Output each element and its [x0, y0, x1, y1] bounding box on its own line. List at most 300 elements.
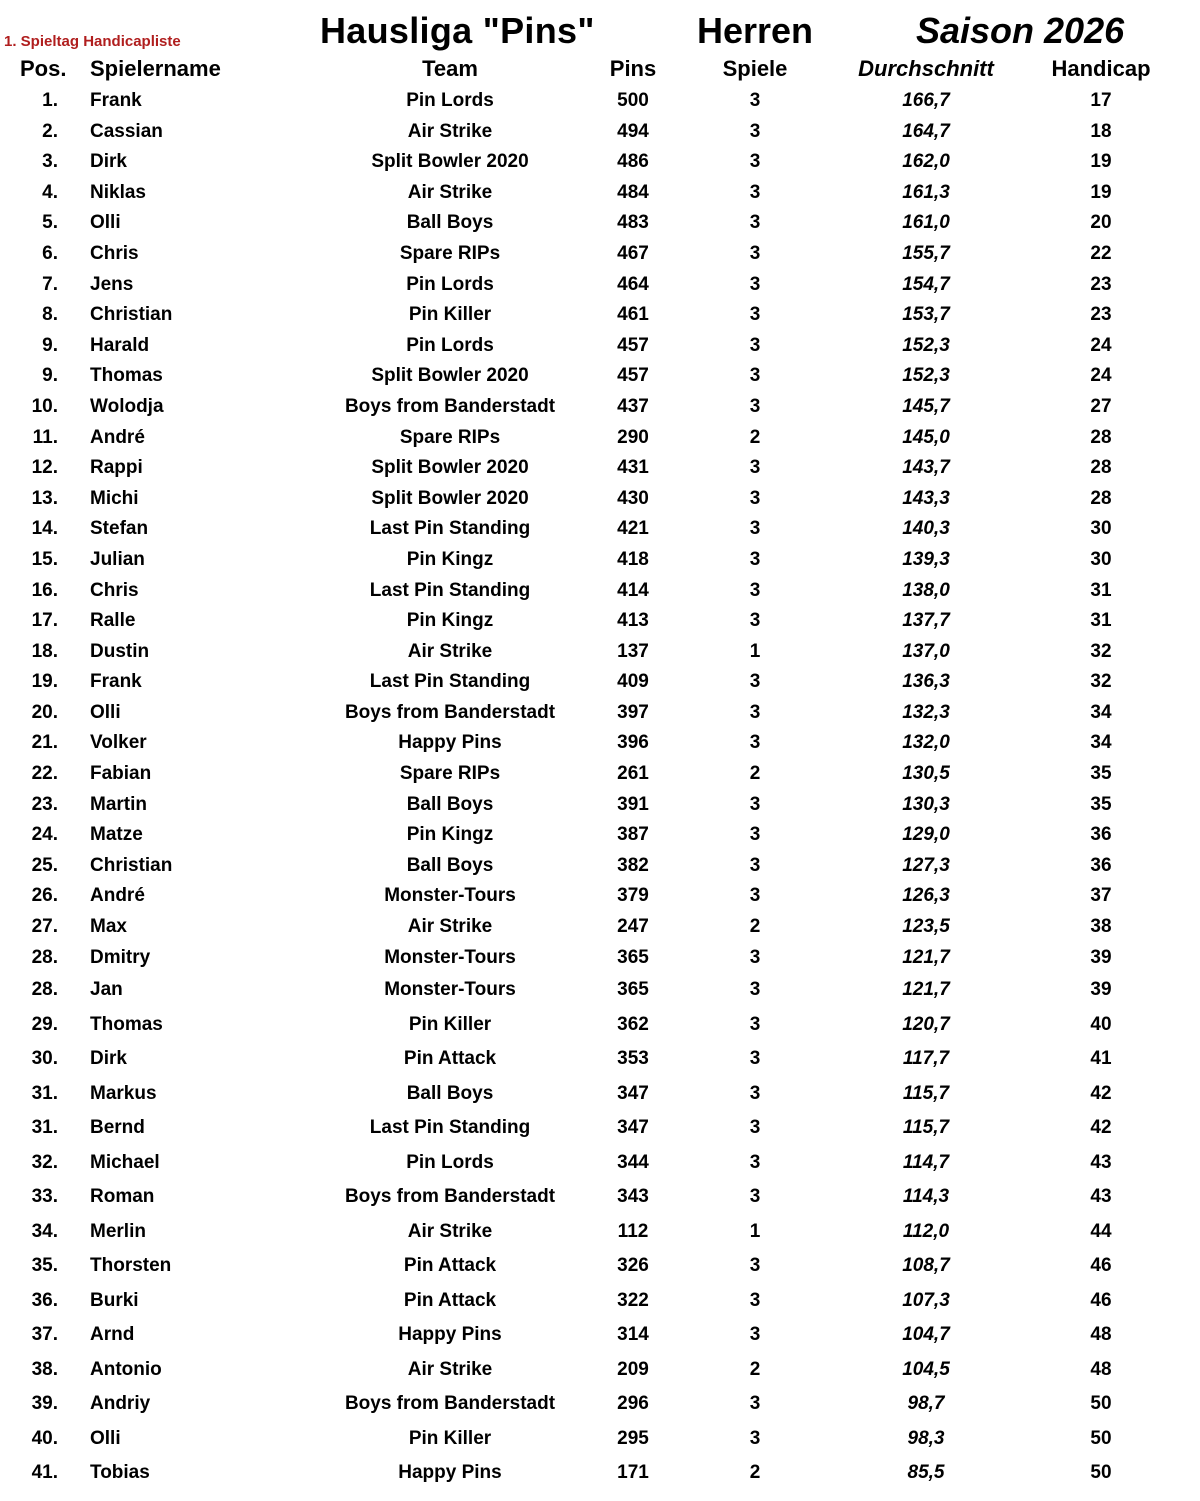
column-header-average: Durchschnitt: [858, 56, 994, 81]
row-player-name: Roman: [90, 1186, 155, 1208]
row-position: 28.: [31, 946, 58, 968]
row-team: Boys from Banderstadt: [344, 701, 556, 723]
row-average: 127,3: [902, 854, 950, 876]
row-pins: 457: [617, 334, 649, 356]
row-pins: 409: [617, 671, 649, 693]
row-team: Ball Boys: [406, 212, 494, 234]
row-games: 3: [749, 1289, 761, 1311]
row-pins: 486: [617, 151, 649, 173]
row-pins: 397: [617, 701, 649, 723]
row-games: 3: [749, 579, 761, 601]
row-player-name: André: [90, 885, 145, 907]
row-games: 3: [749, 979, 761, 1001]
table-row: [0, 728, 1200, 759]
row-pins: 483: [617, 212, 649, 234]
row-position: 22.: [31, 763, 58, 785]
row-position: 18.: [31, 640, 58, 662]
row-pins: 171: [617, 1462, 649, 1484]
row-games: 2: [749, 426, 761, 448]
row-team: Pin Lords: [406, 1151, 494, 1173]
row-average: 130,5: [902, 763, 950, 785]
row-pins: 414: [617, 579, 649, 601]
table-row: [0, 1456, 1200, 1491]
row-pins: 500: [617, 90, 649, 111]
row-pins: 261: [617, 763, 649, 785]
row-handicap: 18: [1090, 120, 1112, 142]
row-position: 4.: [42, 181, 58, 203]
table-row: [0, 1215, 1200, 1250]
row-handicap: 20: [1090, 212, 1112, 234]
row-team: Split Bowler 2020: [371, 151, 529, 173]
row-handicap: 35: [1090, 793, 1112, 815]
row-average: 166,7: [902, 90, 950, 111]
row-position: 2.: [42, 120, 58, 142]
row-average: 132,3: [902, 701, 950, 723]
row-player-name: Jens: [90, 273, 134, 295]
row-team: Pin Lords: [406, 334, 494, 356]
row-handicap: 19: [1090, 181, 1112, 203]
table-row: [0, 912, 1200, 943]
row-team: Spare RIPs: [399, 426, 501, 448]
row-average: 98,7: [907, 1393, 945, 1415]
row-pins: 247: [617, 916, 649, 938]
row-games: 3: [749, 1151, 761, 1173]
table-row: [0, 1318, 1200, 1353]
row-average: 161,0: [902, 212, 950, 234]
row-player-name: Julian: [90, 548, 145, 570]
row-player-name: Stefan: [90, 518, 149, 540]
row-average: 108,7: [902, 1255, 950, 1277]
row-games: 3: [749, 610, 761, 632]
row-games: 3: [749, 701, 761, 723]
table-row: [0, 1111, 1200, 1146]
row-player-name: Michi: [90, 487, 139, 509]
row-pins: 137: [617, 640, 649, 662]
column-header-games: Spiele: [722, 56, 788, 81]
row-handicap: 28: [1090, 426, 1112, 448]
table-row: [0, 881, 1200, 912]
row-handicap: 23: [1090, 273, 1112, 295]
row-player-name: Thomas: [90, 365, 163, 387]
row-pins: 494: [617, 120, 649, 142]
row-position: 9.: [42, 334, 58, 356]
row-player-name: Rappi: [90, 457, 143, 479]
row-position: 40.: [31, 1427, 58, 1449]
row-pins: 347: [617, 1082, 649, 1104]
row-player-name: Fabian: [90, 763, 152, 785]
table-row: [0, 1180, 1200, 1215]
row-average: 104,7: [902, 1324, 950, 1346]
table-row: [0, 851, 1200, 882]
row-handicap: 27: [1090, 395, 1112, 417]
row-position: 26.: [31, 885, 58, 907]
row-games: 3: [749, 120, 761, 142]
row-team: Last Pin Standing: [369, 518, 531, 540]
row-pins: 461: [617, 304, 649, 326]
row-handicap: 30: [1090, 518, 1112, 540]
row-handicap: 31: [1090, 579, 1112, 601]
row-games: 3: [749, 885, 761, 907]
row-position: 21.: [31, 732, 58, 754]
row-pins: 326: [617, 1255, 649, 1277]
row-average: 117,7: [902, 1048, 950, 1070]
row-pins: 418: [617, 548, 649, 570]
row-pins: 467: [617, 242, 649, 264]
row-games: 3: [749, 793, 761, 815]
row-handicap: 17: [1090, 90, 1112, 111]
row-handicap: 42: [1090, 1082, 1112, 1104]
row-team: Air Strike: [407, 640, 493, 662]
row-games: 3: [749, 334, 761, 356]
row-pins: 396: [617, 732, 649, 754]
row-pins: 322: [617, 1289, 649, 1311]
row-games: 2: [749, 916, 761, 938]
row-games: 3: [749, 1393, 761, 1415]
row-pins: 464: [617, 273, 649, 295]
row-team: Last Pin Standing: [369, 579, 531, 601]
row-player-name: Matze: [90, 824, 143, 846]
season-title: Saison 2026: [916, 10, 1125, 51]
row-games: 3: [749, 824, 761, 846]
table-row: [0, 667, 1200, 698]
row-team: Air Strike: [407, 1358, 493, 1380]
row-team: Split Bowler 2020: [371, 365, 529, 387]
row-player-name: Frank: [90, 90, 142, 111]
row-pins: 387: [617, 824, 649, 846]
row-player-name: Wolodja: [90, 395, 164, 417]
row-team: Pin Lords: [406, 90, 494, 111]
row-games: 3: [749, 395, 761, 417]
row-position: 8.: [42, 304, 58, 326]
row-pins: 430: [617, 487, 649, 509]
row-position: 6.: [42, 242, 58, 264]
subtitle: 1. Spieltag Handicapliste: [4, 33, 181, 50]
row-pins: 365: [617, 946, 649, 968]
row-handicap: 43: [1090, 1151, 1112, 1173]
table-row: [0, 514, 1200, 545]
table-row: [0, 606, 1200, 637]
row-pins: 296: [617, 1393, 649, 1415]
row-average: 137,0: [902, 640, 950, 662]
row-games: 3: [749, 854, 761, 876]
row-handicap: 41: [1090, 1048, 1112, 1070]
row-team: Spare RIPs: [399, 763, 501, 785]
row-average: 104,5: [902, 1358, 950, 1380]
row-player-name: Chris: [90, 579, 139, 601]
row-average: 143,3: [902, 487, 950, 509]
row-pins: 437: [617, 395, 649, 417]
row-team: Air Strike: [407, 120, 493, 142]
row-average: 123,5: [902, 916, 950, 938]
row-player-name: Andriy: [90, 1393, 151, 1415]
table-row: [0, 1249, 1200, 1284]
row-position: 10.: [31, 395, 58, 417]
row-team: Happy Pins: [398, 732, 502, 754]
row-average: 152,3: [902, 334, 950, 356]
row-player-name: Arnd: [90, 1324, 135, 1346]
row-player-name: Olli: [90, 701, 121, 723]
row-games: 3: [749, 1048, 761, 1070]
row-handicap: 24: [1090, 365, 1112, 387]
row-player-name: Dirk: [90, 151, 127, 173]
row-handicap: 32: [1090, 671, 1112, 693]
row-player-name: Niklas: [90, 181, 146, 203]
row-team: Monster-Tours: [384, 885, 516, 907]
row-position: 12.: [31, 457, 58, 479]
row-games: 3: [749, 151, 761, 173]
row-pins: 347: [617, 1117, 649, 1139]
table-row: [0, 973, 1200, 1008]
row-player-name: André: [90, 426, 145, 448]
row-games: 2: [749, 1358, 761, 1380]
column-header-team: Team: [422, 56, 478, 81]
row-handicap: 36: [1090, 824, 1112, 846]
row-player-name: Burki: [90, 1289, 139, 1311]
row-average: 137,7: [902, 610, 950, 632]
row-average: 155,7: [902, 242, 950, 264]
row-average: 130,3: [902, 793, 950, 815]
row-handicap: 43: [1090, 1186, 1112, 1208]
row-handicap: 24: [1090, 334, 1112, 356]
row-position: 32.: [31, 1151, 58, 1173]
row-handicap: 48: [1090, 1324, 1112, 1346]
row-average: 132,0: [902, 732, 950, 754]
row-handicap: 22: [1090, 242, 1112, 264]
column-header-pins: Pins: [609, 56, 657, 81]
row-player-name: Volker: [90, 732, 147, 754]
row-games: 3: [749, 181, 761, 203]
table-row: [0, 300, 1200, 331]
row-position: 16.: [31, 579, 58, 601]
row-team: Split Bowler 2020: [371, 457, 529, 479]
row-average: 145,0: [902, 426, 950, 448]
row-team: Monster-Tours: [384, 946, 516, 968]
row-handicap: 40: [1090, 1013, 1112, 1035]
row-games: 3: [749, 946, 761, 968]
row-handicap: 36: [1090, 854, 1112, 876]
row-average: 107,3: [902, 1289, 950, 1311]
table-row: [0, 790, 1200, 821]
row-pins: 209: [617, 1358, 649, 1380]
row-player-name: Tobias: [90, 1462, 150, 1484]
table-row: [0, 759, 1200, 790]
row-games: 3: [749, 1255, 761, 1277]
table-row: [0, 1077, 1200, 1112]
table-row: [0, 484, 1200, 515]
row-games: 3: [749, 365, 761, 387]
row-team: Pin Attack: [403, 1048, 497, 1070]
row-average: 136,3: [902, 671, 950, 693]
row-team: Air Strike: [407, 181, 493, 203]
row-games: 3: [749, 457, 761, 479]
row-position: 23.: [31, 793, 58, 815]
row-team: Pin Kingz: [406, 548, 494, 570]
row-average: 115,7: [902, 1082, 950, 1104]
row-handicap: 46: [1090, 1255, 1112, 1277]
table-row: [0, 239, 1200, 270]
row-player-name: Thorsten: [90, 1255, 172, 1277]
row-games: 3: [749, 273, 761, 295]
column-header-handicap: Handicap: [1051, 56, 1151, 81]
row-position: 24.: [31, 824, 58, 846]
row-team: Happy Pins: [398, 1462, 502, 1484]
row-games: 3: [749, 671, 761, 693]
row-position: 13.: [31, 487, 58, 509]
row-team: Pin Lords: [406, 273, 494, 295]
row-handicap: 28: [1090, 487, 1112, 509]
table-row: [0, 331, 1200, 362]
row-pins: 484: [617, 181, 649, 203]
row-position: 9.: [42, 365, 58, 387]
row-position: 31.: [31, 1117, 58, 1139]
row-player-name: Cassian: [90, 120, 163, 142]
row-average: 140,3: [902, 518, 950, 540]
row-player-name: Thomas: [90, 1013, 163, 1035]
row-team: Pin Kingz: [406, 610, 494, 632]
row-games: 3: [749, 487, 761, 509]
row-games: 3: [749, 1082, 761, 1104]
row-average: 161,3: [902, 181, 950, 203]
row-average: 143,7: [902, 457, 950, 479]
row-average: 85,5: [907, 1462, 945, 1484]
row-position: 28.: [31, 979, 58, 1001]
row-player-name: Max: [90, 916, 127, 938]
table-row: [0, 270, 1200, 301]
table-row: [0, 698, 1200, 729]
table-row: [0, 361, 1200, 392]
row-position: 11.: [32, 426, 58, 448]
row-player-name: Merlin: [90, 1220, 146, 1242]
row-player-name: Jan: [90, 979, 123, 1001]
row-pins: 343: [617, 1186, 649, 1208]
row-average: 120,7: [902, 1013, 950, 1035]
table-row: [0, 453, 1200, 484]
table-row: [0, 423, 1200, 454]
row-games: 3: [749, 304, 761, 326]
row-team: Pin Killer: [408, 1427, 492, 1449]
row-average: 162,0: [902, 151, 950, 173]
row-average: 114,7: [902, 1151, 950, 1173]
table-row: [0, 208, 1200, 239]
row-player-name: Markus: [90, 1082, 157, 1104]
row-team: Pin Killer: [408, 304, 492, 326]
table-row: [0, 117, 1200, 148]
row-team: Monster-Tours: [384, 979, 516, 1001]
row-player-name: Christian: [90, 854, 173, 876]
row-team: Ball Boys: [406, 793, 494, 815]
row-pins: 344: [617, 1151, 649, 1173]
row-position: 34.: [31, 1220, 58, 1242]
table-row: [0, 637, 1200, 668]
row-team: Happy Pins: [398, 1324, 502, 1346]
row-position: 41.: [31, 1462, 58, 1484]
row-position: 1.: [42, 90, 58, 111]
row-average: 129,0: [902, 824, 950, 846]
row-team: Pin Attack: [403, 1255, 497, 1277]
row-player-name: Dmitry: [90, 946, 151, 968]
row-team: Air Strike: [407, 1220, 493, 1242]
row-average: 112,0: [902, 1220, 950, 1242]
row-team: Boys from Banderstadt: [344, 1393, 556, 1415]
row-pins: 379: [617, 885, 649, 907]
row-team: Boys from Banderstadt: [344, 1186, 556, 1208]
row-handicap: 19: [1090, 151, 1112, 173]
row-average: 126,3: [902, 885, 950, 907]
row-team: Ball Boys: [406, 1082, 494, 1104]
row-games: 2: [749, 763, 761, 785]
row-player-name: Olli: [90, 1427, 121, 1449]
row-handicap: 35: [1090, 763, 1112, 785]
row-average: 121,7: [902, 979, 950, 1001]
row-games: 1: [749, 1220, 761, 1242]
row-team: Boys from Banderstadt: [344, 395, 556, 417]
row-position: 20.: [31, 701, 58, 723]
row-games: 3: [749, 1186, 761, 1208]
row-player-name: Martin: [90, 793, 147, 815]
table-row: [0, 943, 1200, 974]
row-pins: 295: [617, 1427, 649, 1449]
row-handicap: 38: [1090, 916, 1112, 938]
row-player-name: Michael: [90, 1151, 160, 1173]
row-position: 35.: [31, 1255, 58, 1277]
row-average: 152,3: [902, 365, 950, 387]
row-games: 3: [749, 518, 761, 540]
row-team: Pin Killer: [408, 1013, 492, 1035]
row-average: 164,7: [902, 120, 950, 142]
column-header-name: Spielername: [90, 56, 221, 81]
row-position: 30.: [31, 1048, 58, 1070]
row-handicap: 28: [1090, 457, 1112, 479]
row-position: 3.: [42, 151, 58, 173]
row-handicap: 31: [1090, 610, 1112, 632]
row-handicap: 50: [1090, 1462, 1112, 1484]
row-position: 15.: [31, 548, 58, 570]
row-games: 3: [749, 732, 761, 754]
row-player-name: Dustin: [90, 640, 150, 662]
row-pins: 391: [617, 793, 649, 815]
row-handicap: 44: [1090, 1220, 1112, 1242]
table-row: [0, 178, 1200, 209]
row-handicap: 39: [1090, 946, 1112, 968]
row-handicap: 37: [1090, 885, 1112, 907]
row-position: 19.: [31, 671, 58, 693]
row-games: 3: [749, 212, 761, 234]
table-row: [0, 576, 1200, 607]
table-row: [0, 1422, 1200, 1457]
table-row: [0, 1042, 1200, 1077]
row-pins: 112: [617, 1220, 649, 1242]
row-player-name: Bernd: [90, 1117, 145, 1139]
row-average: 115,7: [902, 1117, 950, 1139]
row-pins: 365: [617, 979, 649, 1001]
table-row: [0, 1284, 1200, 1319]
standings-table: [0, 86, 1200, 1491]
row-pins: 413: [617, 610, 649, 632]
row-position: 39.: [31, 1393, 58, 1415]
row-handicap: 34: [1090, 732, 1112, 754]
row-player-name: Frank: [90, 671, 142, 693]
row-pins: 290: [617, 426, 649, 448]
column-header-pos: Pos.: [20, 56, 67, 81]
row-position: 17.: [31, 610, 58, 632]
row-player-name: Antonio: [90, 1358, 162, 1380]
row-player-name: Harald: [90, 334, 150, 356]
row-average: 121,7: [902, 946, 950, 968]
row-player-name: Chris: [90, 242, 139, 264]
row-handicap: 32: [1090, 640, 1112, 662]
row-average: 98,3: [907, 1427, 945, 1449]
table-row: [0, 1353, 1200, 1388]
